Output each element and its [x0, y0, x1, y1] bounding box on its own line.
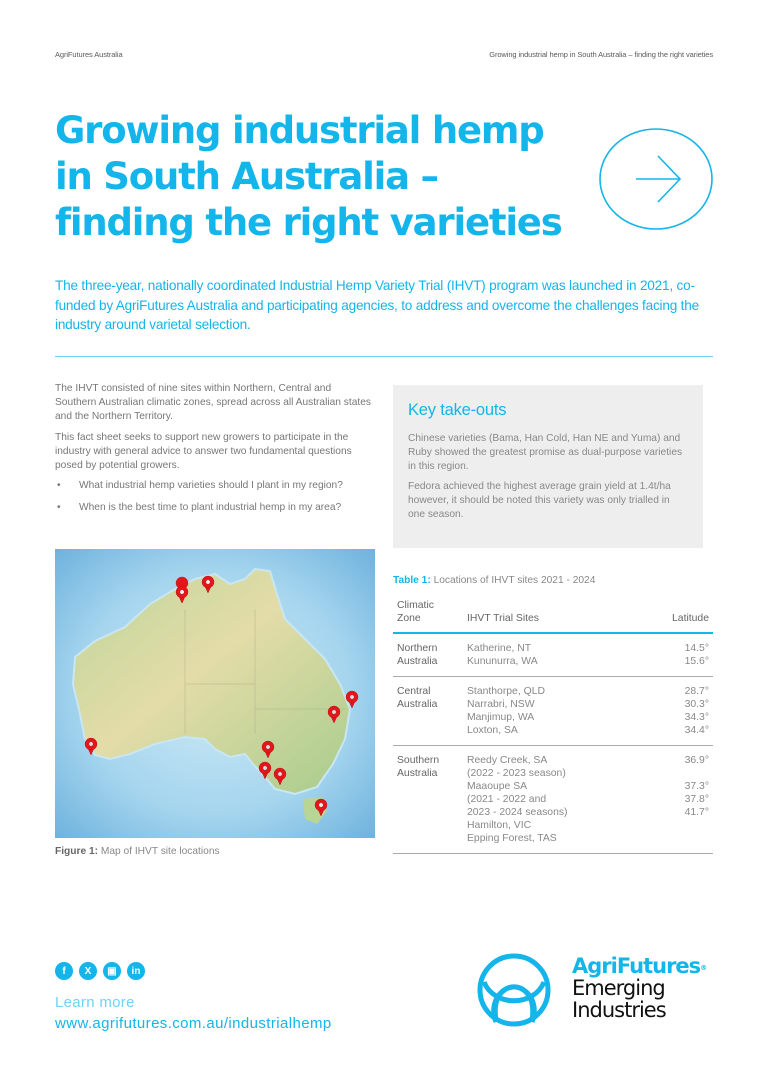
table-row: Southern Australia Reedy Creek, SA (2022 - 2023 season) Maaoupe SA (2021 - 2022 and 2023 - 2024 seasons) Hamilton, VIC Epping Forest, TAS 36.9° 37.3° 37.8° 41.7° [393, 746, 713, 854]
column-header-latitude: Latitude [672, 613, 709, 624]
ihvt-sites-table [393, 599, 713, 854]
website-link[interactable]: www.agrifutures.com.au/industrialhemp [55, 1015, 332, 1032]
body-paragraph-2: This fact sheet seeks to support new growers to participate in the industry with general advice to answer two fundamental questions posed by potential growers. [55, 431, 352, 472]
title-line-3: finding the right varieties [55, 201, 562, 244]
column-header-zone: Climatic Zone [397, 600, 434, 624]
x-twitter-icon[interactable]: X [79, 962, 97, 980]
figure-caption: Figure 1: Map of IHVT site locations [55, 846, 220, 857]
body-paragraph-1: The IHVT consisted of nine sites within Northern, Central and Southern Australian climatic zones, spread across all Australian states and the Northern Territory. [55, 383, 371, 423]
key-takeouts-heading: Key take-outs [408, 401, 507, 419]
bullet-icon: • [57, 502, 61, 514]
facebook-icon[interactable]: f [55, 962, 73, 980]
title-line-1: Growing industrial hemp [55, 109, 544, 152]
body-text-column [55, 382, 375, 524]
linkedin-icon[interactable]: in [127, 962, 145, 980]
running-header-left: AgriFutures Australia [55, 50, 123, 59]
section-divider [55, 356, 713, 357]
running-header-right: Growing industrial hemp in South Australia – finding the right varieties [489, 50, 713, 59]
key-takeouts-paragraph-1: Chinese varieties (Bama, Han Cold, Han NE and Yuma) and Ruby showed the greatest promise as dual-purpose varieties in this region. [408, 433, 683, 472]
agrifutures-logo-icon [476, 952, 552, 1028]
column-header-sites: IHVT Trial Sites [467, 613, 539, 624]
title-line-2: in South Australia – [55, 155, 438, 198]
learn-more-label: Learn more [55, 994, 135, 1011]
agrifutures-logo-text: AgriFutures® Emerging Industries [572, 954, 707, 1022]
table-row: Central Australia Stanthorpe, QLD Narrabri, NSW Manjimup, WA Loxton, SA 28.7° 30.3° 34.3° 34.4° [393, 677, 713, 746]
instagram-icon[interactable]: ▣ [103, 962, 121, 980]
social-links [55, 962, 145, 980]
page-title [55, 108, 595, 246]
table-caption: Table 1: Locations of IHVT sites 2021 - 2024 [393, 575, 596, 586]
table-row: Northern Australia Katherine, NT Kununurra, WA 14.5° 15.6° [393, 633, 713, 677]
list-item: • What industrial hemp varieties should I plant in my region? [55, 479, 375, 493]
arrow-right-circle-icon [598, 127, 714, 231]
australia-map [55, 549, 375, 838]
intro-paragraph: The three-year, nationally coordinated Industrial Hemp Variety Trial (IHVT) program was launched in 2021, co-funded by AgriFutures Australia and participating agencies, to address and overcome the challenges facing the industry around varietal selection. [55, 278, 699, 332]
bullet-icon: • [57, 480, 61, 492]
list-item: • When is the best time to plant industrial hemp in my area? [55, 501, 375, 515]
key-takeouts-paragraph-2: Fedora achieved the highest average grain yield at 1.4t/ha however, it should be noted this variety was only trialled in one season. [408, 481, 671, 520]
question-list [55, 479, 375, 515]
key-takeouts-box [393, 385, 703, 548]
